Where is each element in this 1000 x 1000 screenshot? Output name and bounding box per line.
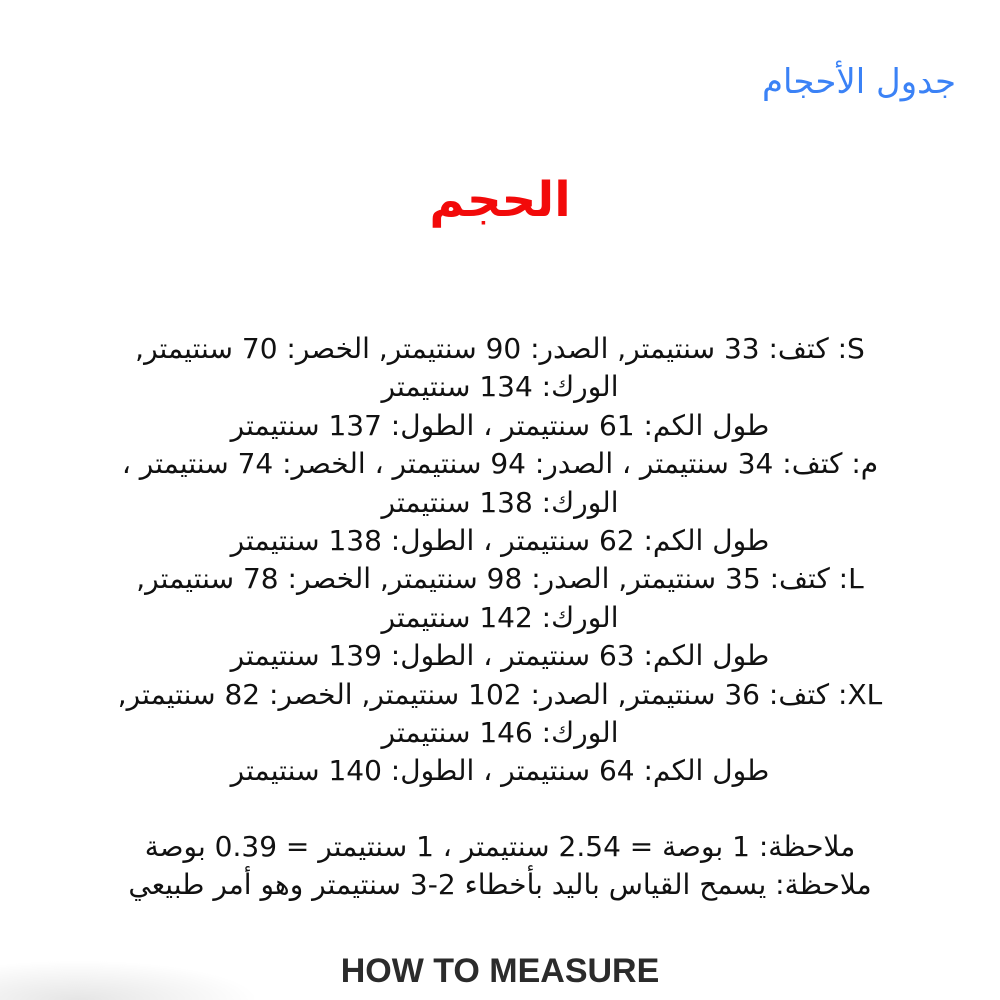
spec-line-xl-hip: الورك: 146 سنتيمتر <box>381 716 619 750</box>
size-heading: الحجم <box>429 172 571 228</box>
spec-line-xl-sleeve-length: طول الكم: 64 سنتيمتر ، الطول: 140 سنتيمتر <box>230 754 770 788</box>
how-to-measure-heading: HOW TO MEASURE <box>340 952 660 990</box>
spec-line-s-measurements: S: كتف: 33 سنتيمتر, الصدر: 90 سنتيمتر, الخصر: 70 سنتيمتر, <box>135 332 865 365</box>
notes <box>40 828 960 904</box>
spec-line-l-measurements: L: كتف: 35 سنتيمتر, الصدر: 98 سنتيمتر, الخصر: 78 سنتيمتر, <box>136 562 864 596</box>
spec-line-m-sleeve-length: طول الكم: 62 سنتيمتر ، الطول: 138 سنتيمتر <box>230 524 770 558</box>
spec-line-xl-measurements: XL: كتف: 36 سنتيمتر, الصدر: 102 سنتيمتر, الخصر: 82 سنتيمتر, <box>117 677 883 711</box>
spec-line-s-sleeve-length: طول الكم: 61 سنتيمتر ، الطول: 137 سنتيمتر <box>230 408 770 442</box>
spec-line-s-hip: الورك: 134 سنتيمتر <box>381 370 619 404</box>
note-inch-conversion: ملاحظة: 1 بوصة = 2.54 سنتيمتر ، 1 سنتيمتر = 0.39 بوصة <box>144 830 856 863</box>
spec-line-l-sleeve-length: طول الكم: 63 سنتيمتر ، الطول: 139 سنتيمتر <box>230 639 770 673</box>
note-measurement-tolerance: ملاحظة: يسمح القياس باليد بأخطاء 2-3 سنتيمتر وهو أمر طبيعي <box>128 868 872 901</box>
page-title: جدول الأحجام <box>761 62 956 102</box>
spec-line-m-measurements: م: كتف: 34 سنتيمتر ، الصدر: 94 سنتيمتر ، الخصر: 74 سنتيمتر ، <box>121 447 879 481</box>
spec-line-l-hip: الورك: 142 سنتيمتر <box>381 600 619 634</box>
size-spec-list <box>40 330 960 791</box>
spec-line-m-hip: الورك: 138 سنتيمتر <box>381 485 619 519</box>
